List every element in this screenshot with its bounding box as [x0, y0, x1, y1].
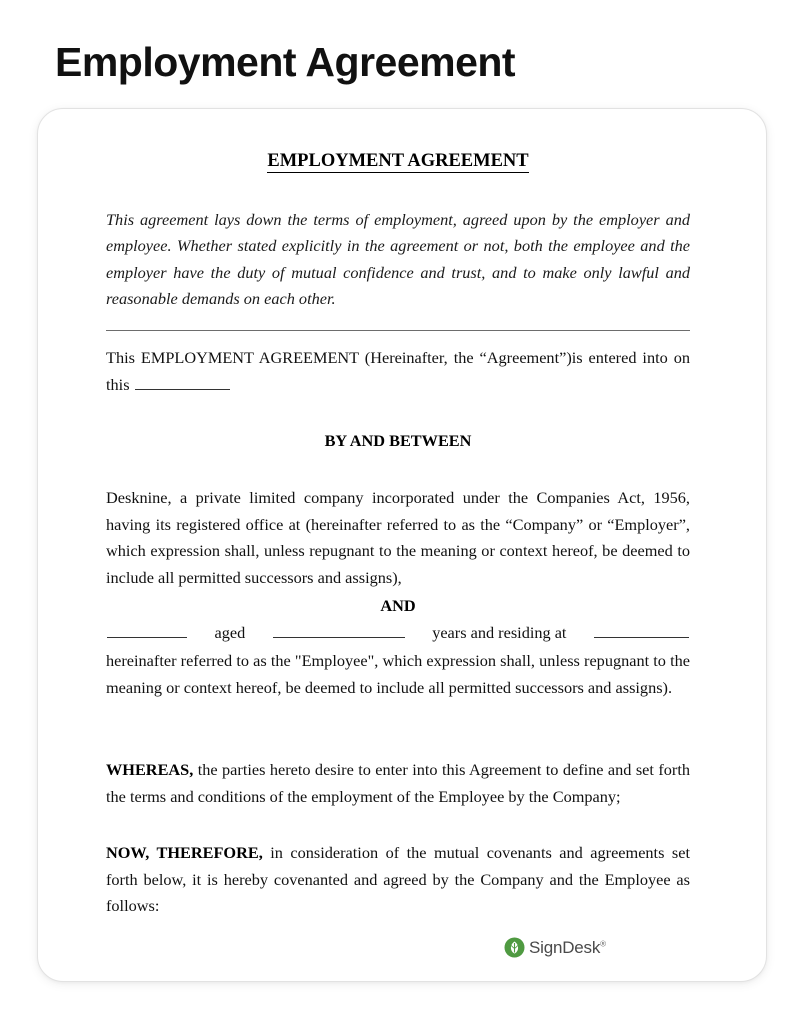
and-heading: AND [380, 596, 416, 615]
employee-age-blank-field[interactable] [273, 624, 405, 638]
aged-label: aged [214, 623, 246, 642]
company-paragraph: Desknine, a private limited company incorporated under the Companies Act, 1956, having its registered office at (hereinafter referred to as the “Company” or “Employer”, which expression shall, unless repugnant to the meaning or context hereof, be deemed to include all permitted successors and assigns), [106, 488, 690, 587]
entered-into-paragraph [106, 345, 690, 398]
years-residing-label: years and residing at [432, 623, 567, 642]
employee-details-row [106, 620, 690, 647]
by-and-between-heading: BY AND BETWEEN [324, 431, 472, 450]
now-therefore-lead: NOW, THEREFORE, [106, 843, 263, 862]
page-title: Employment Agreement [55, 39, 516, 85]
document-heading-text: EMPLOYMENT AGREEMENT [267, 151, 529, 171]
entered-into-text: This EMPLOYMENT AGREEMENT (Hereinafter, the “Agreement”)is entered into on this [106, 348, 690, 394]
whereas-body: the parties hereto desire to enter into this Agreement to define and set forth the terms and conditions of the employment of the Employee by the Company; [106, 760, 690, 806]
whereas-paragraph [106, 757, 690, 810]
section-divider [106, 330, 690, 331]
now-therefore-body: in consideration of the mutual covenants and agreements set forth below, it is hereby covenanted and agreed by the Company and the Employee as follows: [106, 843, 690, 915]
employee-definition-paragraph: hereinafter referred to as the "Employee", which expression shall, unless repugnant to the meaning or context hereof, be deemed to include all permitted successors and assigns). [106, 651, 690, 697]
document-content [106, 109, 690, 982]
date-blank-field[interactable] [135, 376, 230, 390]
signdesk-wordmark: SignDesk [529, 937, 601, 957]
whereas-lead: WHEREAS, [106, 760, 194, 779]
signdesk-logo-text [529, 938, 606, 958]
now-therefore-paragraph [106, 840, 690, 920]
document-heading [106, 151, 690, 172]
employee-name-blank-field[interactable] [107, 624, 187, 638]
signdesk-logo [504, 937, 606, 958]
intro-paragraph: This agreement lays down the terms of employment, agreed upon by the employer and employee. Whether stated explicitly in the agreement or not, both the employee and the employer have the duty of mutual confidence and trust, and to make only lawful and reasonable demands on each other. [106, 210, 690, 308]
signdesk-logo-icon [504, 937, 525, 958]
employee-address-blank-field[interactable] [594, 624, 689, 638]
registered-trademark-icon: ® [600, 938, 606, 948]
document-card [37, 108, 767, 982]
